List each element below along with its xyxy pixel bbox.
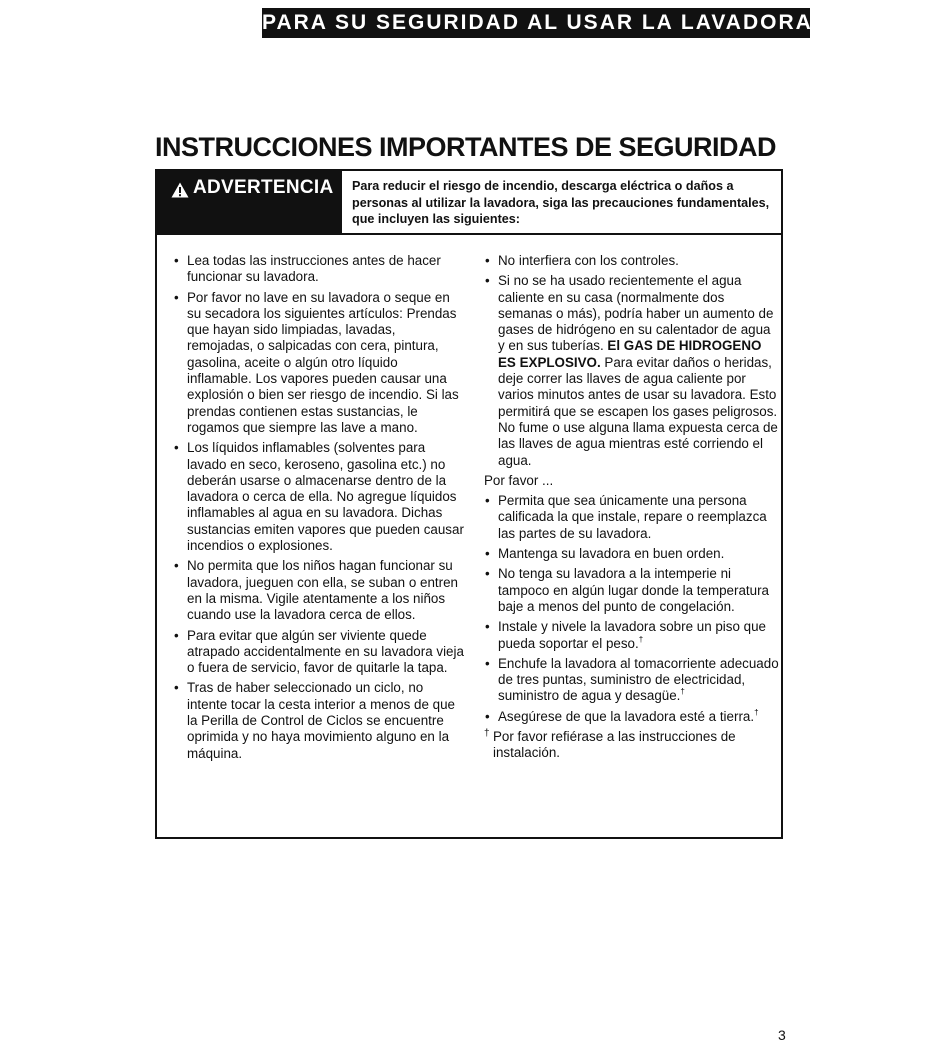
list-item: • No tenga su lavadora a la intemperie ni tampoco en algún lugar donde la temperatura baje a menos del punto de congelación. bbox=[485, 566, 769, 614]
dagger-mark: † bbox=[754, 707, 759, 717]
page-title: INSTRUCCIONES IMPORTANTES DE SEGURIDAD bbox=[155, 132, 777, 162]
list-item: • Para evitar que algún ser viviente quede atrapado accidentalmente en su lavadora vieja o fuera de servicio, favor de quitarle la tapa. bbox=[174, 627, 464, 676]
list-item: • Asegúrese de que la lavadora esté a tierra.† bbox=[485, 707, 759, 724]
safety-instructions-box bbox=[155, 169, 783, 839]
list-item: • Instale y nivele la lavadora sobre un piso que pueda soportar el peso.† bbox=[485, 619, 766, 651]
dagger-mark: † bbox=[484, 728, 490, 740]
right-column bbox=[484, 253, 780, 762]
bullet-glyph: • bbox=[174, 289, 179, 305]
section-banner: PARA SU SEGURIDAD AL USAR LA LAVADORA bbox=[262, 8, 810, 38]
page-number: 3 bbox=[778, 1027, 786, 1043]
warning-word: ADVERTENCIA bbox=[193, 177, 334, 198]
bullet-glyph: • bbox=[174, 440, 179, 456]
explosive-gas-warning: El GAS DE HIDROGENO ES EXPLOSIVO. bbox=[498, 338, 762, 370]
bullet-glyph: • bbox=[485, 273, 490, 289]
bullet-glyph: • bbox=[485, 253, 490, 268]
bullet-glyph: • bbox=[485, 708, 490, 724]
list-item-hydrogen-warning: • Si no se ha usado recientemente el agua caliente en su casa (normalmente dos semanas o más), podría haber un aumento de gases de hidrógeno en su calentador de agua y en sus tuberías. El GAS DE HIDROGENO ES EXPLOSIVO. Para evitar daños o heridas, deje correr las llaves de agua caliente por varios minutos antes de usar su lavadora. Esto permitirá que se escapen los gases peligrosos. No fume o use alguna llama expuesta cerca de las llaves de agua mientras esté corriendo el agua. bbox=[485, 273, 778, 468]
list-item: • No interfiera con los controles. bbox=[485, 253, 679, 268]
list-item: • Por favor no lave en su lavadora o seque en su secadora los siguientes artículos: Prendas que hayan sido limpiadas, lavadas, remojadas, o salpicadas con cera, pintura, gasolina, aceite o algún otro líquido inflamable. Los vapores pueden causar una explosión o bien ser riesgo de incendio. Si las prendas contienen estas sustancias, le rogamos que siempre las lave a mano. bbox=[174, 289, 459, 435]
warning-label bbox=[157, 171, 342, 233]
footnote: † Por favor refiérase a las instrucciones de instalación. bbox=[484, 728, 736, 761]
dagger-mark: † bbox=[638, 634, 644, 644]
bullet-glyph: • bbox=[174, 680, 179, 696]
list-item: • Enchufe la lavadora al tomacorriente adecuado de tres puntas, suministro de electricidad, suministro de agua y desagüe.† bbox=[485, 655, 779, 704]
bullet-glyph: • bbox=[485, 655, 490, 671]
left-column bbox=[173, 253, 465, 766]
por-favor-heading: Por favor ... bbox=[484, 472, 554, 488]
bullet-glyph: • bbox=[485, 619, 490, 635]
list-item: • Tras de haber seleccionado un ciclo, no intente tocar la cesta interior a menos de que la Perilla de Control de Ciclos se encuentre oprimida y no haya movimiento alguno en la máquina. bbox=[174, 680, 455, 761]
warning-header bbox=[157, 171, 781, 235]
bullet-glyph: • bbox=[174, 253, 179, 268]
bullet-glyph: • bbox=[174, 627, 179, 643]
list-item: • Lea todas las instrucciones antes de hacer funcionar su lavadora. bbox=[174, 253, 441, 285]
list-item: • No permita que los niños hagan funcionar su lavadora, jueguen con ella, se suban o entren en la misma. Vigile atentamente a los niños cuando use la lavadora cerca de ellos. bbox=[174, 558, 458, 623]
dagger-mark: † bbox=[680, 687, 685, 697]
bullet-glyph: • bbox=[485, 546, 490, 562]
bullet-glyph: • bbox=[485, 566, 490, 582]
list-item: • Los líquidos inflamables (solventes para lavado en seco, keroseno, gasolina etc.) no deberán usarse o almacenarse dentro de la lavadora o cerca de ella. No agregue líquidos inflamables al agua en su lavadora. Dichas sustancias emiten vapores que pueden causar incendios o explosiones. bbox=[174, 440, 464, 554]
warning-text: Para reducir el riesgo de incendio, descarga eléctrica o daños a personas al utilizar la lavadora, siga las precauciones fundamentales, que incluyen las siguientes: bbox=[352, 179, 770, 226]
list-item: • Mantenga su lavadora en buen orden. bbox=[485, 546, 725, 562]
warning-triangle-icon bbox=[171, 182, 189, 198]
list-item: • Permita que sea únicamente una persona calificada la que instale, repare o reemplazca las partes de su lavadora. bbox=[485, 493, 767, 541]
bullet-glyph: • bbox=[485, 493, 490, 509]
bullet-glyph: • bbox=[174, 558, 179, 574]
